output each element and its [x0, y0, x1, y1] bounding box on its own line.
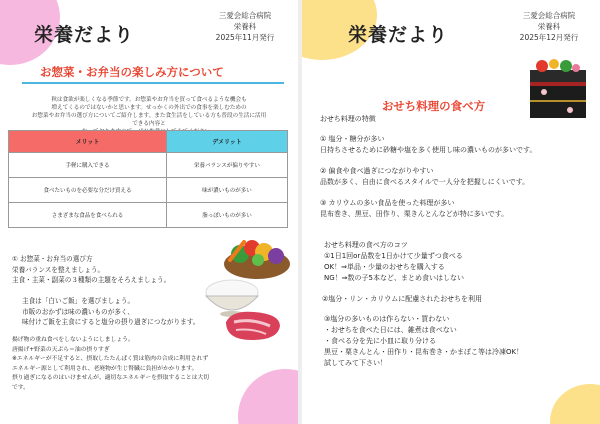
yellow-blob-decoration — [550, 384, 600, 424]
text-line: 味付けご飯を主食にすると塩分の摂り過ぎにつながります。 — [22, 318, 200, 326]
feature-title: ① 塩分・糖分が多い — [320, 135, 385, 143]
newsletter-title: 栄養だより — [348, 24, 449, 46]
table-cell: 手軽に購入できる — [9, 153, 167, 178]
text-line: 栄養バランスを整えましょう。 — [12, 265, 105, 274]
table-row — [9, 178, 288, 203]
text-line: 唐揚げ+野菜の天ぷら＝油の摂りすぎ — [12, 346, 110, 353]
text-line: 主食・主菜・副菜の３種類の主題をそろえましょう。 — [12, 276, 171, 284]
intro-line: お惣菜やお弁当の選び方についてご紹介します。また食生活をしている方も普段の生活に活用できる内容と — [31, 113, 267, 127]
table-cell: 脂っぽいものが多い — [166, 203, 287, 228]
text-line: 試してみて下さい！ — [324, 359, 387, 367]
staple-food-block — [22, 296, 199, 328]
demerit-header: デメリット — [166, 131, 287, 153]
pink-blob-decoration — [238, 369, 298, 424]
feature-salt-sugar — [320, 134, 536, 156]
text-line: NG！⇒数の子5本など、まとめ食いはしない — [324, 274, 464, 282]
tips-heading: おせち料理の食べ方のコツ — [324, 241, 408, 249]
issuer-info — [210, 10, 280, 43]
vegetables-illustration — [222, 232, 292, 282]
merit-header: メリット — [9, 131, 167, 153]
text-line: ※エネルギーが不足すると、摂取したたんぱく質は筋肉の合成に利用されず — [12, 356, 209, 362]
section-subtitle: おせち料理の食べ方 — [382, 99, 486, 113]
table-cell: 食べたいものを必要な分だけ買える — [9, 178, 167, 203]
table-cell: さまざまな食品を食べられる — [9, 203, 167, 228]
feature-desc: 日持ちさせるために砂糖や塩を多く使用し味の濃いものが多いです。 — [320, 146, 537, 154]
tip-reduce-salt — [324, 314, 523, 369]
hospital-name: 三愛会総合病院 — [522, 11, 576, 20]
feature-title: ③ カリウムの多い食品を使った料理が多い — [320, 199, 455, 207]
feature-overeating — [320, 166, 529, 188]
text-line: 主食は「白いご飯」を選びましょう。 — [22, 297, 135, 305]
feature-desc: 昆布巻き、黒豆、田作り、栗きんとんなどが特に多いです。 — [320, 210, 509, 218]
eating-tips-block — [324, 240, 464, 284]
section-subtitle: お惣菜・お弁当の楽しみ方について — [40, 65, 224, 79]
selection-tips-block — [12, 254, 170, 286]
text-line: 揚げ物の重ね食べをしないようにしましょう。 — [12, 337, 134, 343]
feature-potassium — [320, 198, 508, 220]
department-name: 栄養科 — [233, 22, 257, 31]
text-line: ・おせちを食べた日には、雑煮は食べない — [324, 326, 457, 334]
text-line: 摂り過ぎになるのはいけませんが、適切なエネルギーを摂取することは大切 — [12, 375, 210, 381]
intro-line: 秋は食欲が楽しくなる季節です。お惣菜やお弁当を買って食べるような機会も — [51, 97, 247, 103]
table-cell: 味が濃いものが多い — [166, 178, 287, 203]
department-name: 栄養科 — [537, 22, 561, 31]
table-row — [9, 153, 288, 178]
intro-line: 増えてくるのではないかと思います。せっかくの外出での食事を楽しむための — [51, 105, 247, 111]
features-heading: おせち料理の特徴 — [320, 115, 376, 123]
text-line: です。 — [12, 384, 29, 391]
issuer-info — [514, 10, 584, 43]
newsletter-page-november — [0, 0, 298, 424]
text-line: 黒豆・栗きんとん・田作り・昆布巻き・かまぼこ等は冷凍OK！ — [324, 348, 524, 356]
newsletter-title: 栄養だより — [34, 24, 135, 46]
table-row — [9, 203, 288, 228]
newsletter-page-december — [302, 0, 600, 424]
meat-steak-illustration — [222, 308, 284, 344]
table-cell: 栄養バランスが偏りやすい — [166, 153, 287, 178]
issue-date: 2025年11月発行 — [215, 33, 275, 42]
text-line: 市販のおかずは味の濃いものが多く、 — [22, 307, 134, 316]
tip-low-salt-osechi: ②塩分・リン・カリウムに配慮されたおせちを利用 — [322, 295, 482, 303]
text-line: エネルギー源として利用され、老廃物が生じ腎臓に負担がかかります。 — [12, 365, 198, 372]
text-line: ①1日1回or品数を1日かけて少量ずつ食べる — [324, 252, 463, 260]
subtitle-underline — [22, 82, 284, 84]
table-header-row — [9, 131, 288, 153]
fried-food-block — [12, 336, 209, 393]
issue-date: 2025年12月発行 — [519, 33, 579, 42]
feature-title: ② 偏食や食べ過ぎにつながりやすい — [320, 167, 434, 175]
feature-desc: 品数が多く、自由に食べるスタイルで一人分を把握しにくいです。 — [320, 178, 530, 186]
hospital-name: 三愛会総合病院 — [218, 11, 272, 20]
osechi-box-illustration — [524, 58, 592, 122]
text-line: ・食べる分を先に小皿に取り分ける — [324, 337, 436, 345]
text-line: ③塩分の多いものは作らない・買わない — [324, 315, 450, 323]
text-line: OK！⇒単品・少量のおせちを購入する — [324, 263, 445, 271]
merit-demerit-table — [8, 130, 288, 228]
text-line: ① お惣菜・お弁当の選び方 — [12, 255, 93, 263]
